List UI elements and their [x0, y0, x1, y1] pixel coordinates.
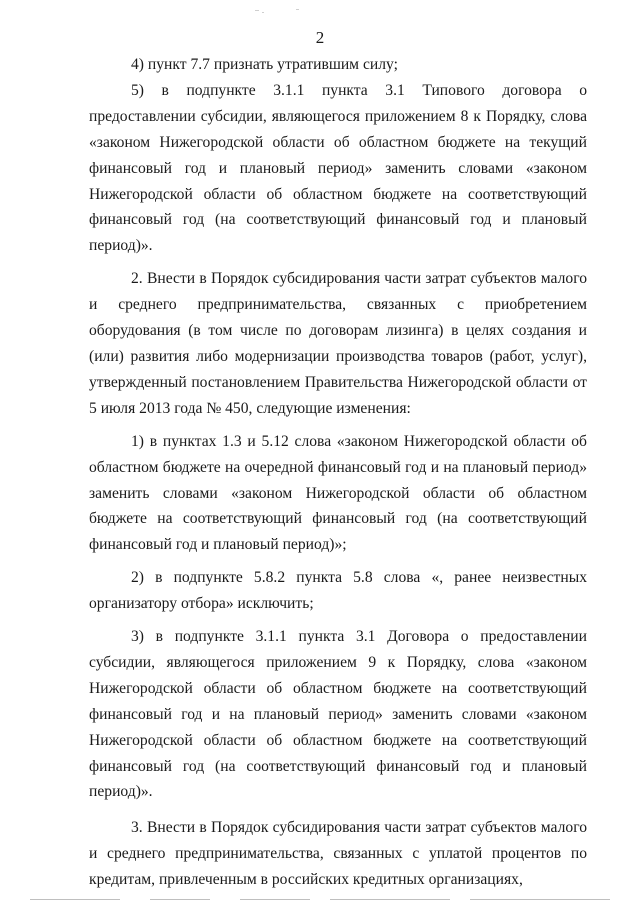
paragraph-item-2-1: 1) в пунктах 1.3 и 5.12 слова «законом Нижегородской области об областном бюджете на очередной финансовый год и на плановый период» заменить словами «законом Нижегородской области об областном бюджете на соответствующий финансовый год (на соответствующий финансовый год и плановый период)»;	[89, 432, 587, 554]
scan-artifact	[240, 899, 310, 900]
scan-artifact	[470, 899, 610, 900]
page-number: 2	[315, 28, 325, 47]
paragraph-item-4: 4) пункт 7.7 признать утратившим силу;	[131, 56, 398, 73]
document-body	[89, 52, 587, 893]
paragraph-item-5: 5) в подпункте 3.1.1 пункта 3.1 Типового договора о предоставлении субсидии, являющегося приложением 8 к Порядку, слова «законом Нижегородской области об областном бюджете на текущий финансовый год и плановый период» заменить словами «законом Нижегородской области об областном бюджете на соответствующий финансовый год (на соответствующий финансовый год и плановый период)».	[89, 81, 587, 255]
scan-artifact	[262, 12, 264, 13]
paragraph-section-2: 2. Внести в Порядок субсидирования части затрат субъектов малого и среднего предпринимательства, связанных с приобретением оборудования (в том числе по договорам лизинга) в целях создания и (или) развития либо модернизации производства товаров (работ, услуг), утвержденный постановлением Правительства Нижегородской области от 5 июля 2013 года № 450, следующие изменения:	[89, 270, 587, 417]
scan-artifact	[150, 899, 210, 900]
scan-artifact	[330, 899, 450, 900]
scan-artifact	[30, 899, 120, 900]
paragraph-item-2-2: 2) в подпункте 5.8.2 пункта 5.8 слова «, ранее неизвестных организатору отбора» исключить;	[89, 569, 587, 613]
paragraph-item-2-3: 3) в подпункте 3.1.1 пункта 3.1 Договора о предоставлении субсидии, являющегося приложением 9 к Порядку, слова «законом Нижегородской области об областном бюджете на соответствующий финансовый год и на плановый период» заменить словами «законом Нижегородской области об областном бюджете на соответствующий финансовый год (на соответствующий финансовый год и плановый период)».	[89, 628, 587, 801]
scan-artifact	[255, 10, 259, 11]
paragraph-section-3: 3. Внести в Порядок субсидирования части затрат субъектов малого и среднего предпринимательства, связанных с уплатой процентов по кредитам, привлеченным в российских кредитных организациях,	[89, 819, 587, 889]
scan-artifact	[296, 9, 299, 10]
